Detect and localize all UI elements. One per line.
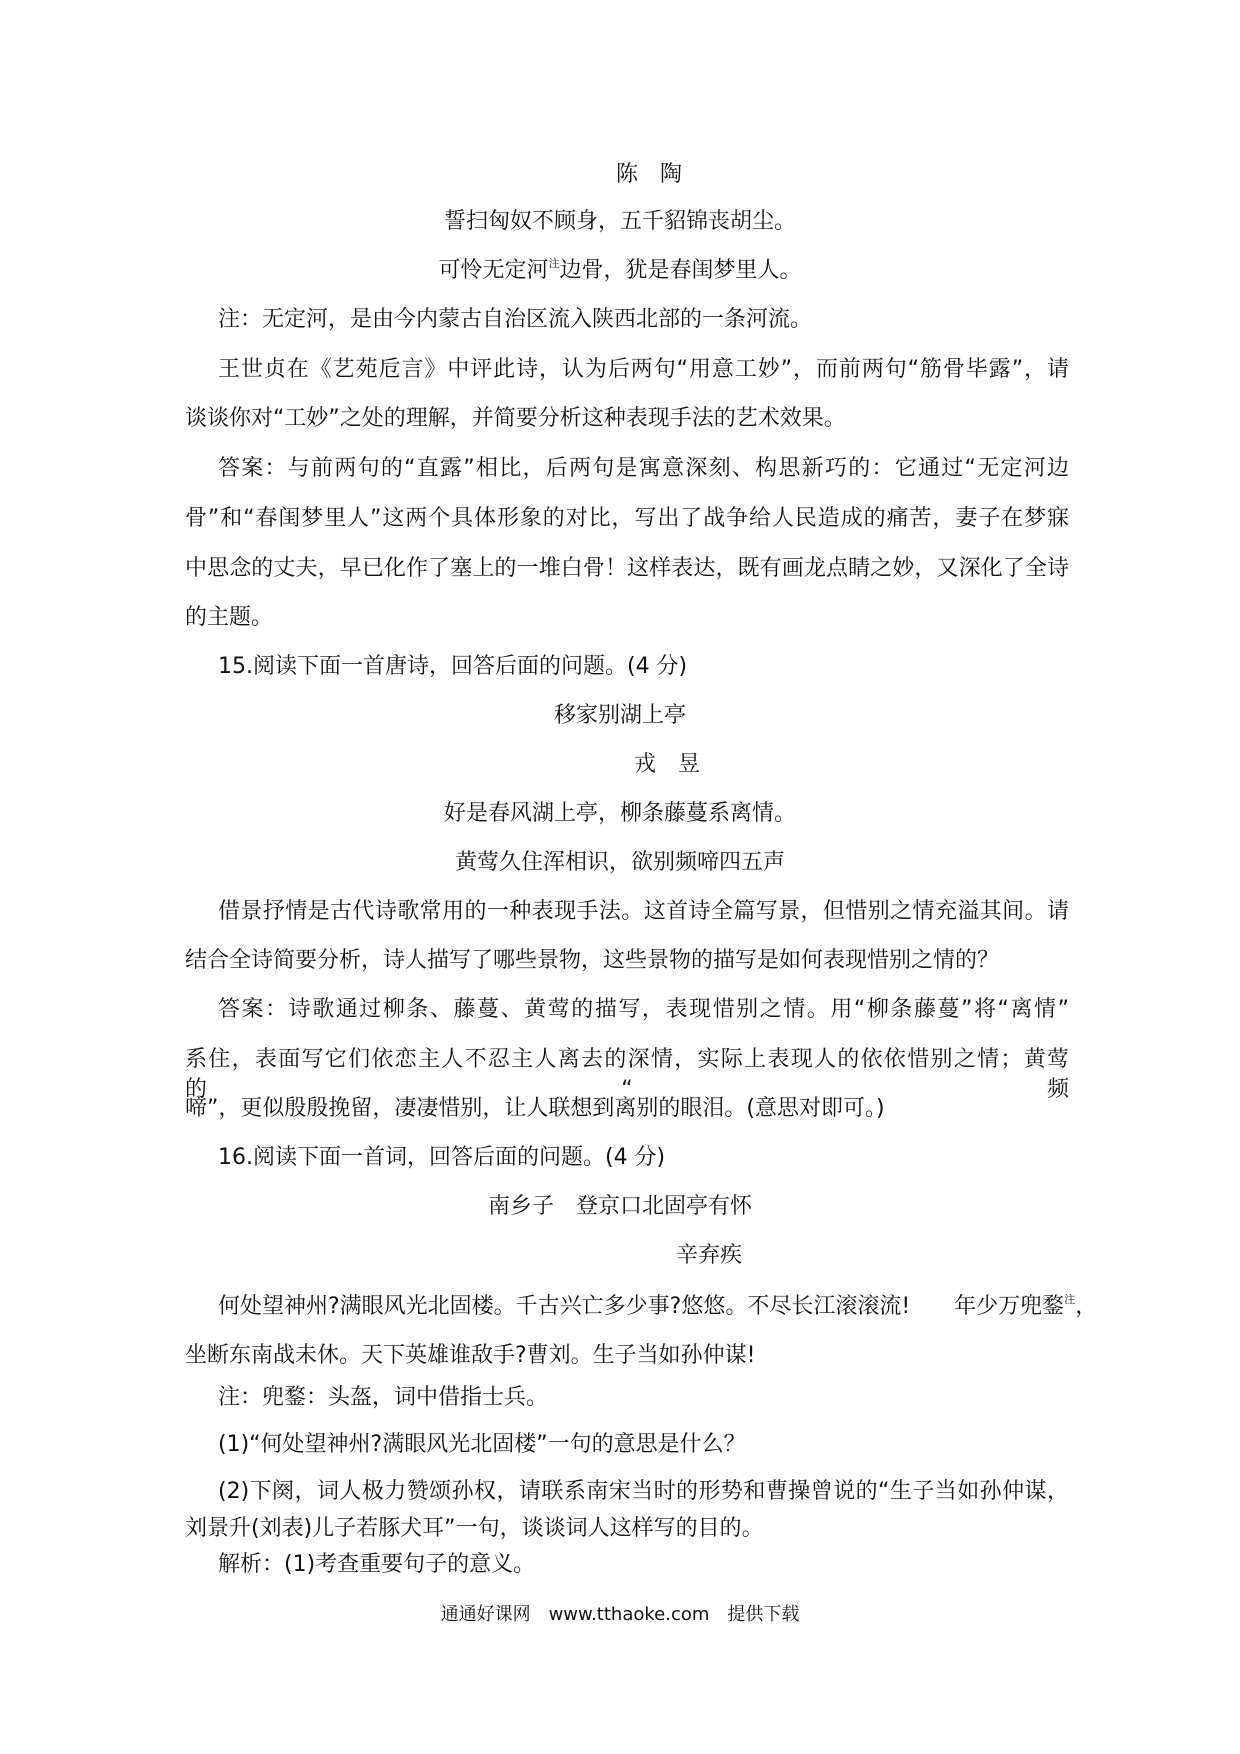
page-footer: 通通好课网 www.tthaoke.com 提供下载 — [440, 1604, 800, 1625]
q16-ci-text-line1-after: ， — [1075, 1294, 1098, 1319]
q16-ci-text-line1 — [218, 1292, 1097, 1322]
poem1-answer-line1: 答案：与前两句的“直露”相比，后两句是寓意深刻、构思新巧的：它通过“无定河边 — [218, 456, 1069, 481]
q16-subquestion-2-line2: 刘景升(刘表)儿子若豚犬耳”一句，谈谈词人这样写的目的。 — [185, 1516, 764, 1541]
poem1-line2-after: 边骨，犹是春闺梦里人。 — [559, 258, 802, 283]
poem1-answer-line4: 的主题。 — [185, 605, 274, 630]
q16-ci-title: 南乡子 登京口北固亭有怀 — [487, 1194, 752, 1219]
q15-question-line2: 结合全诗简要分析，诗人描写了哪些景物，这些景物的描写是如何表现惜别之情的？ — [185, 948, 1000, 973]
poem1-question-line2: 谈谈你对“工妙”之处的理解，并简要分析这种表现手法的艺术效果。 — [185, 406, 846, 431]
q15-poem-author: 戎 昱 — [633, 752, 700, 777]
q16-ci-text-line2: 坐断东南战未休。天下英雄谁敌手?曹刘。生子当如孙仲谋! — [185, 1343, 756, 1368]
poem1-line2 — [0, 256, 1240, 286]
q15-poem-line2: 黄莺久住浑相识，欲别频啼四五声 — [454, 850, 785, 875]
poem1-answer-line2: 骨”和“春闺梦里人”这两个具体形象的对比，写出了战争给人民造成的痛苦，妻子在梦寐 — [185, 506, 1069, 531]
poem1-note: 注：无定河，是由今内蒙古自治区流入陕西北部的一条河流。 — [218, 307, 813, 332]
q16-prompt: 16.阅读下面一首词，回答后面的问题。(4 分) — [218, 1145, 666, 1170]
poem1-author: 陈 陶 — [615, 162, 682, 187]
q15-answer-line1: 答案：诗歌通过柳条、藤蔓、黄莺的描写，表现惜别之情。用“柳条藤蔓”将“离情” — [218, 997, 1069, 1022]
q15-question-line1: 借景抒情是古代诗歌常用的一种表现手法。这首诗全篇写景，但惜别之情充溢其间。请 — [218, 899, 1069, 924]
q16-subquestion-2-line1: (2)下阕，词人极力赞颂孙权，请联系南宋当时的形势和曹操曾说的“生子当如孙仲谋， — [218, 1479, 1069, 1504]
poem1-question-line1: 王世贞在《艺苑卮言》中评此诗，认为后两句“用意工妙”，而前两句“筋骨毕露”，请 — [218, 357, 1069, 382]
q16-analysis: 解析：(1)考查重要句子的意义。 — [218, 1552, 536, 1577]
q15-poem-line1: 好是春风湖上亭，柳条藤蔓系离情。 — [443, 801, 796, 826]
poem1-line1: 誓扫匈奴不顾身，五千貂锦丧胡尘。 — [443, 209, 796, 234]
q16-note: 注：兜鍪：头盔，词中借指士兵。 — [218, 1385, 549, 1410]
footnote-marker: 注 — [548, 257, 560, 270]
q15-prompt: 15.阅读下面一首唐诗，回答后面的问题。(4 分) — [218, 654, 688, 679]
footnote-marker: 注 — [1064, 1293, 1076, 1306]
q16-subquestion-1: (1)“何处望神州?满眼风光北固楼”一句的意思是什么？ — [218, 1432, 746, 1457]
poem1-line2-before: 可怜无定河 — [438, 258, 549, 283]
poem1-answer-line3: 中思念的丈夫，早已化作了塞上的一堆白骨！这样表达，既有画龙点睛之妙，又深化了全诗 — [185, 556, 1069, 581]
q15-poem-title: 移家别湖上亭 — [553, 703, 686, 728]
q16-ci-text-line1-before: 何处望神州?满眼风光北固楼。千古兴亡多少事?悠悠。不尽长江滚滚流! 年少万兜鍪 — [218, 1294, 1065, 1319]
q15-answer-line2: 系住，表面写它们依恋主人不忍主人离去的深情，实际上表现人的依依惜别之情；黄莺的“频 — [185, 1047, 1069, 1102]
q16-ci-author: 辛弃疾 — [675, 1243, 742, 1268]
q15-answer-line3: 啼”，更似殷殷挽留，凄凄惜别，让人联想到离别的眼泪。(意思对即可。) — [185, 1096, 885, 1121]
